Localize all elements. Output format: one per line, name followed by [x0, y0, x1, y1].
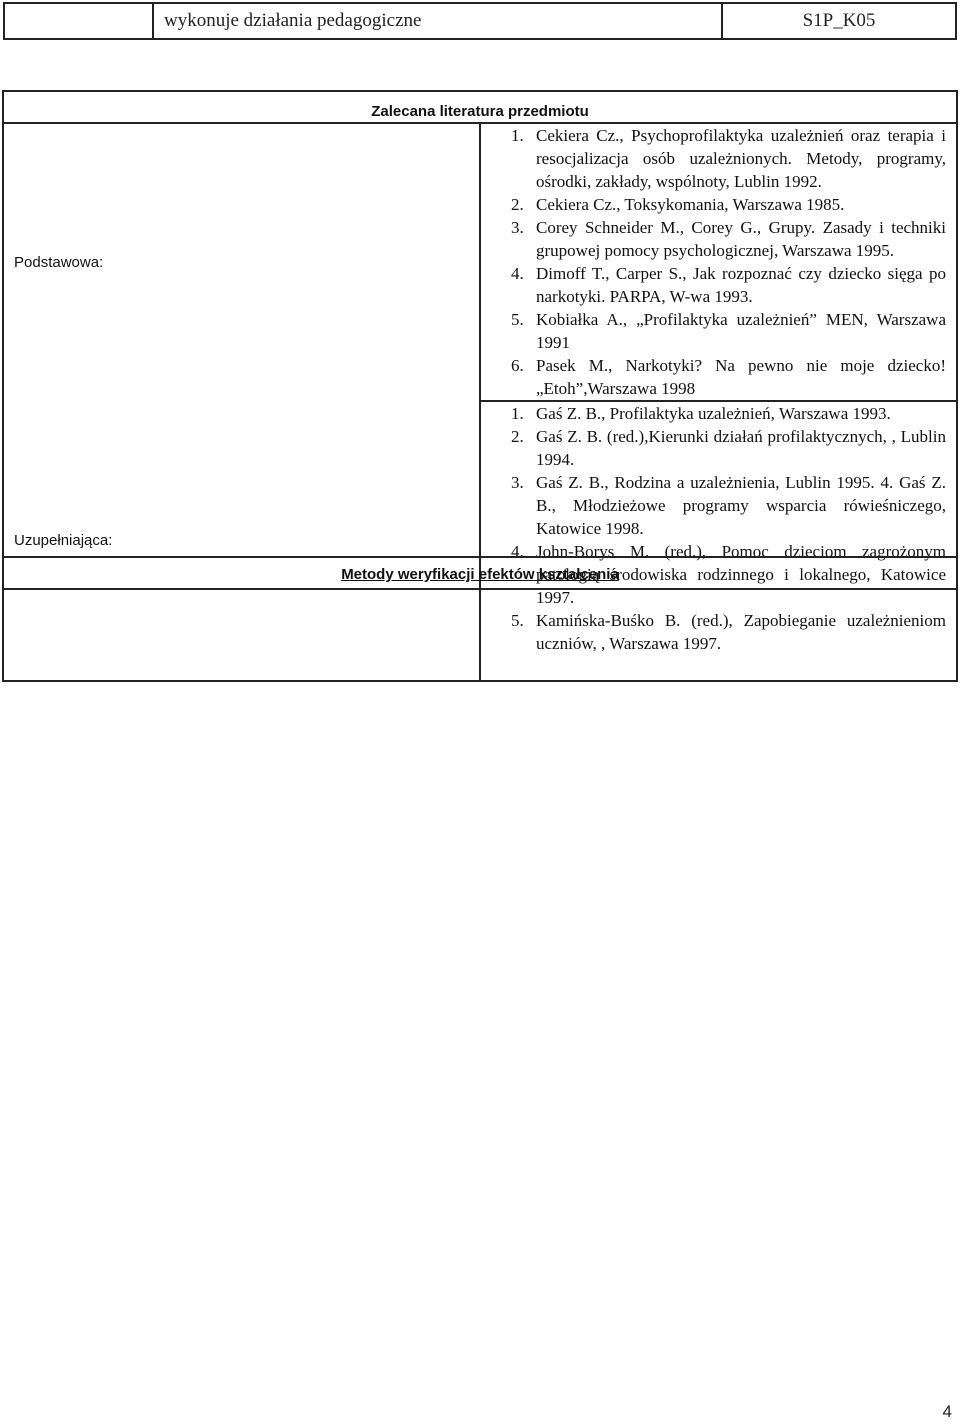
- reference-item: [511, 308, 946, 354]
- reference-number: 4.: [511, 542, 524, 561]
- reference-text: Pasek M., Narkotyki? Na pewno nie moje dziecko! „Etoh”,Warszawa 1998: [536, 356, 946, 398]
- reference-text: Dimoff T., Carper S., Jak rozpoznać czy dziecko sięga po narkotyki. PARPA, W-wa 1993.: [536, 264, 946, 306]
- supplementary-literature-label: Uzupełniająca:: [3, 401, 480, 681]
- reference-item: [511, 402, 946, 425]
- reference-text: Gaś Z. B., Rodzina a uzależnienia, Lublin 1995. 4. Gaś Z. B., Młodzieżowe programy wsparcia rówieśniczego, Katowice 1998.: [536, 473, 946, 538]
- reference-number: 1.: [511, 404, 524, 423]
- reference-item: [511, 216, 946, 262]
- reference-number: 2.: [511, 427, 524, 446]
- reference-text: Gaś Z. B. (red.),Kierunki działań profilaktycznych, , Lublin 1994.: [536, 427, 946, 469]
- reference-text: Corey Schneider M., Corey G., Grupy. Zasady i techniki grupowej pomocy psychologicznej, Warszawa 1995.: [536, 218, 946, 260]
- reference-item: [511, 609, 946, 655]
- basic-literature-list-cell: [480, 123, 957, 401]
- reference-number: 5.: [511, 611, 524, 630]
- reference-item: [511, 262, 946, 308]
- reference-text: Kobiałka A., „Profilaktyka uzależnień” MEN, Warszawa 1991: [536, 310, 946, 352]
- verification-methods-box: [2, 556, 958, 590]
- basic-literature-list: [511, 124, 946, 400]
- reference-item: [511, 425, 946, 471]
- reference-text: Gaś Z. B., Profilaktyka uzależnień, Warszawa 1993.: [536, 404, 891, 423]
- reference-item: [511, 354, 946, 400]
- supplementary-literature-list-cell: [480, 401, 957, 681]
- reference-text: Kamińska-Buśko B. (red.), Zapobieganie uzależnieniom uczniów, , Warszawa 1997.: [536, 611, 946, 653]
- reference-number: 4.: [511, 264, 524, 283]
- literature-header: Zalecana literatura przedmiotu: [3, 91, 957, 123]
- supplementary-literature-list: [511, 402, 946, 655]
- effect-code: S1P_K05: [722, 3, 956, 39]
- literature-table: [2, 90, 958, 682]
- verification-methods-header: Metody weryfikacji efektów kształcenia: [341, 566, 619, 583]
- reference-text: John-Borys M. (red.), Pomoc dzieciom zagrożonym patologią środowiska rodzinnego i lokalnego, Katowice 1997.: [536, 542, 946, 607]
- reference-text: Cekiera Cz., Toksykomania, Warszawa 1985.: [536, 195, 845, 214]
- reference-number: 3.: [511, 473, 524, 492]
- reference-number: 3.: [511, 218, 524, 237]
- reference-number: 2.: [511, 195, 524, 214]
- effect-description: wykonuje działania pedagogiczne: [153, 3, 722, 39]
- reference-item: [511, 193, 946, 216]
- reference-number: 6.: [511, 356, 524, 375]
- reference-item: [511, 124, 946, 193]
- reference-number: 1.: [511, 126, 524, 145]
- basic-literature-label: Podstawowa:: [3, 123, 480, 401]
- effect-row-empty-cell: [4, 3, 153, 39]
- effect-row-table: [3, 2, 957, 40]
- reference-number: 5.: [511, 310, 524, 329]
- reference-item: [511, 471, 946, 540]
- page-number: 4: [942, 1402, 952, 1421]
- reference-text: Cekiera Cz., Psychoprofilaktyka uzależnień oraz terapia i resocjalizacja osób uzależnionych. Metody, programy, ośrodki, zakłady, wspólnoty, Lublin 1992.: [536, 126, 946, 191]
